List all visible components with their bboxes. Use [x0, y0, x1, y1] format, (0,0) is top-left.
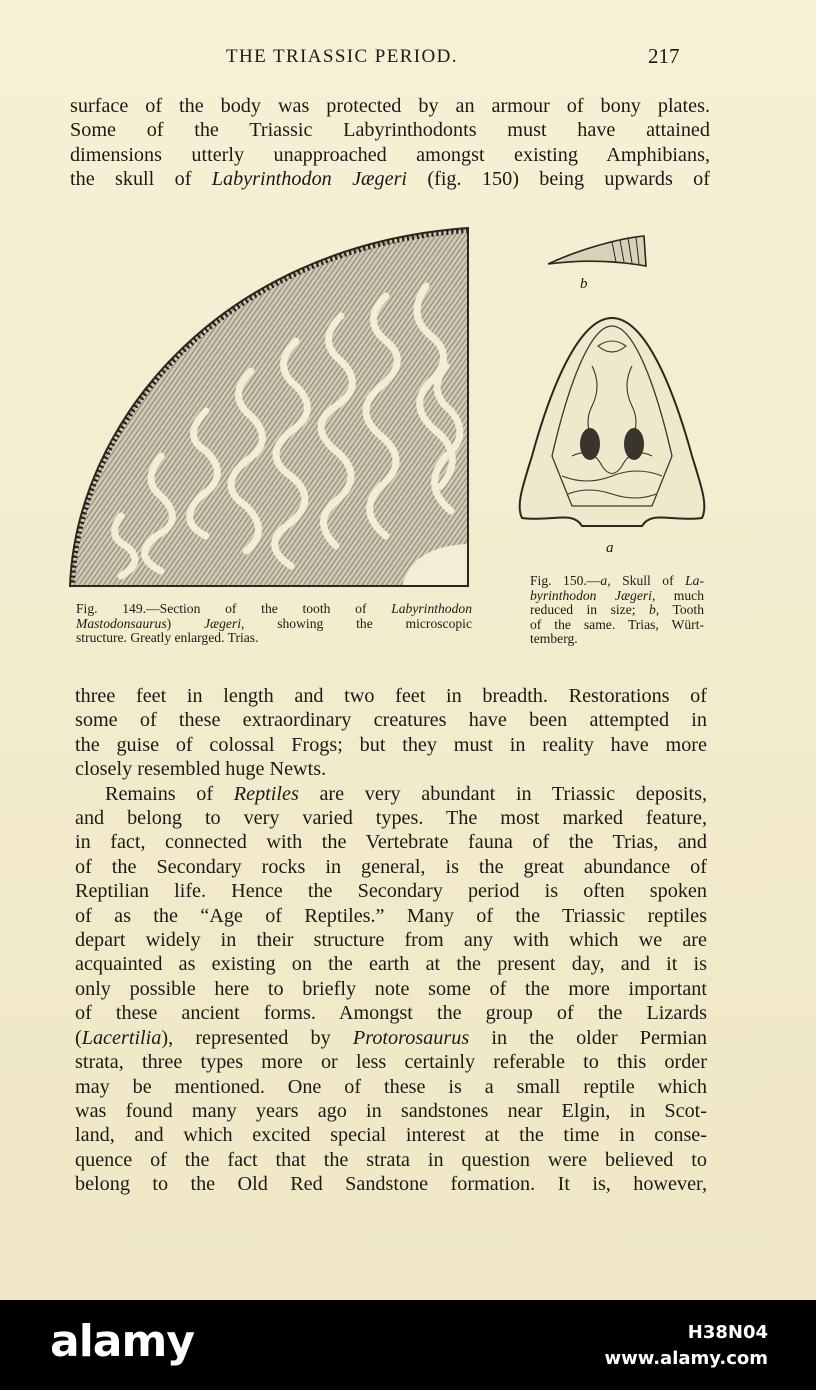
paragraph-bottom	[75, 684, 707, 1197]
caption-line: Fig. 150.—a, Skull of La-	[530, 573, 704, 588]
page-number: 217	[648, 44, 680, 68]
running-head	[0, 46, 816, 72]
caption-line: structure. Greatly enlarged. Trias.	[76, 630, 259, 646]
text-line: in fact, connected with the Vertebrate fauna of the Trias, and	[75, 831, 707, 854]
alamy-logo: alamy	[50, 1316, 194, 1367]
tooth-drawing	[548, 236, 646, 266]
text-line: strata, three types more or less certainly referable to this order	[75, 1051, 707, 1074]
fig150-label-b: b	[580, 276, 588, 292]
text-line: of as the “Age of Reptiles.” Many of the Triassic reptiles	[75, 904, 707, 927]
text-line: Reptilian life. Hence the Secondary period is often spoken	[75, 880, 707, 903]
caption-line: of the same. Trias, Würt-	[530, 616, 704, 632]
text-line: and belong to very varied types. The most marked feature,	[75, 807, 707, 830]
skull-drawing	[520, 318, 705, 526]
text-line: may be mentioned. One of these is a small reptile which	[75, 1075, 707, 1098]
caption-line: Mastodonsaurus) Jægeri, showing the microscopic	[76, 615, 472, 631]
fig149-caption	[76, 602, 472, 646]
tooth-section-illustration	[66, 226, 470, 590]
caption-line: byrinthodon Jægeri, much	[530, 587, 705, 603]
fig150-caption	[530, 574, 704, 647]
text-line: the guise of colossal Frogs; but they must in reality have more	[75, 733, 707, 756]
text-line: Some of the Triassic Labyrinthodonts must have attained	[70, 119, 710, 142]
caption-line: reduced in size; b, Tooth	[530, 602, 704, 618]
text-line: three feet in length and two feet in breadth. Restorations of	[75, 685, 707, 707]
text-line: land, and which excited special interest at the time in conse-	[75, 1124, 707, 1147]
text-line: dimensions utterly unapproached amongst existing Amphibians,	[70, 143, 710, 166]
skull-and-tooth-illustration	[512, 226, 712, 556]
text-line: Remains of Reptiles are very abundant in Triassic deposits,	[105, 782, 707, 805]
text-line: some of these extraordinary creatures have been attempted in	[75, 709, 707, 732]
fig150-label-a: a	[606, 540, 614, 556]
text-line: quence of the fact that the strata in question were believed to	[75, 1148, 707, 1171]
text-line: only possible here to briefly note some of the more important	[75, 977, 707, 1000]
text-line: depart widely in their structure from any with which we are	[75, 929, 707, 952]
paragraph-top	[70, 94, 710, 192]
text-line: surface of the body was protected by an armour of bony plates.	[70, 95, 710, 117]
caption-line: Fig. 149.—Section of the tooth of Labyrinthodon	[76, 601, 472, 616]
site-url: www.alamy.com	[604, 1348, 768, 1369]
text-line: belong to the Old Red Sandstone formation. It is, however,	[75, 1173, 707, 1196]
caption-line: temberg.	[530, 631, 578, 647]
text-line: acquainted as existing on the earth at the present day, and it is	[75, 953, 707, 976]
text-line: the skull of Labyrinthodon Jægeri (fig. 150) being upwards of	[70, 168, 710, 191]
text-line: of these ancient forms. Amongst the group of the Lizards	[75, 1002, 707, 1025]
text-line: closely resembled huge Newts.	[75, 758, 327, 781]
running-title: THE TRIASSIC PERIOD.	[226, 46, 458, 67]
text-line: (Lacertilia), represented by Protorosaurus in the older Permian	[75, 1026, 707, 1049]
text-line: of the Secondary rocks in general, is the great abundance of	[75, 855, 707, 878]
image-id: H38N04	[687, 1322, 768, 1343]
text-line: was found many years ago in sandstones near Elgin, in Scot-	[75, 1099, 707, 1122]
